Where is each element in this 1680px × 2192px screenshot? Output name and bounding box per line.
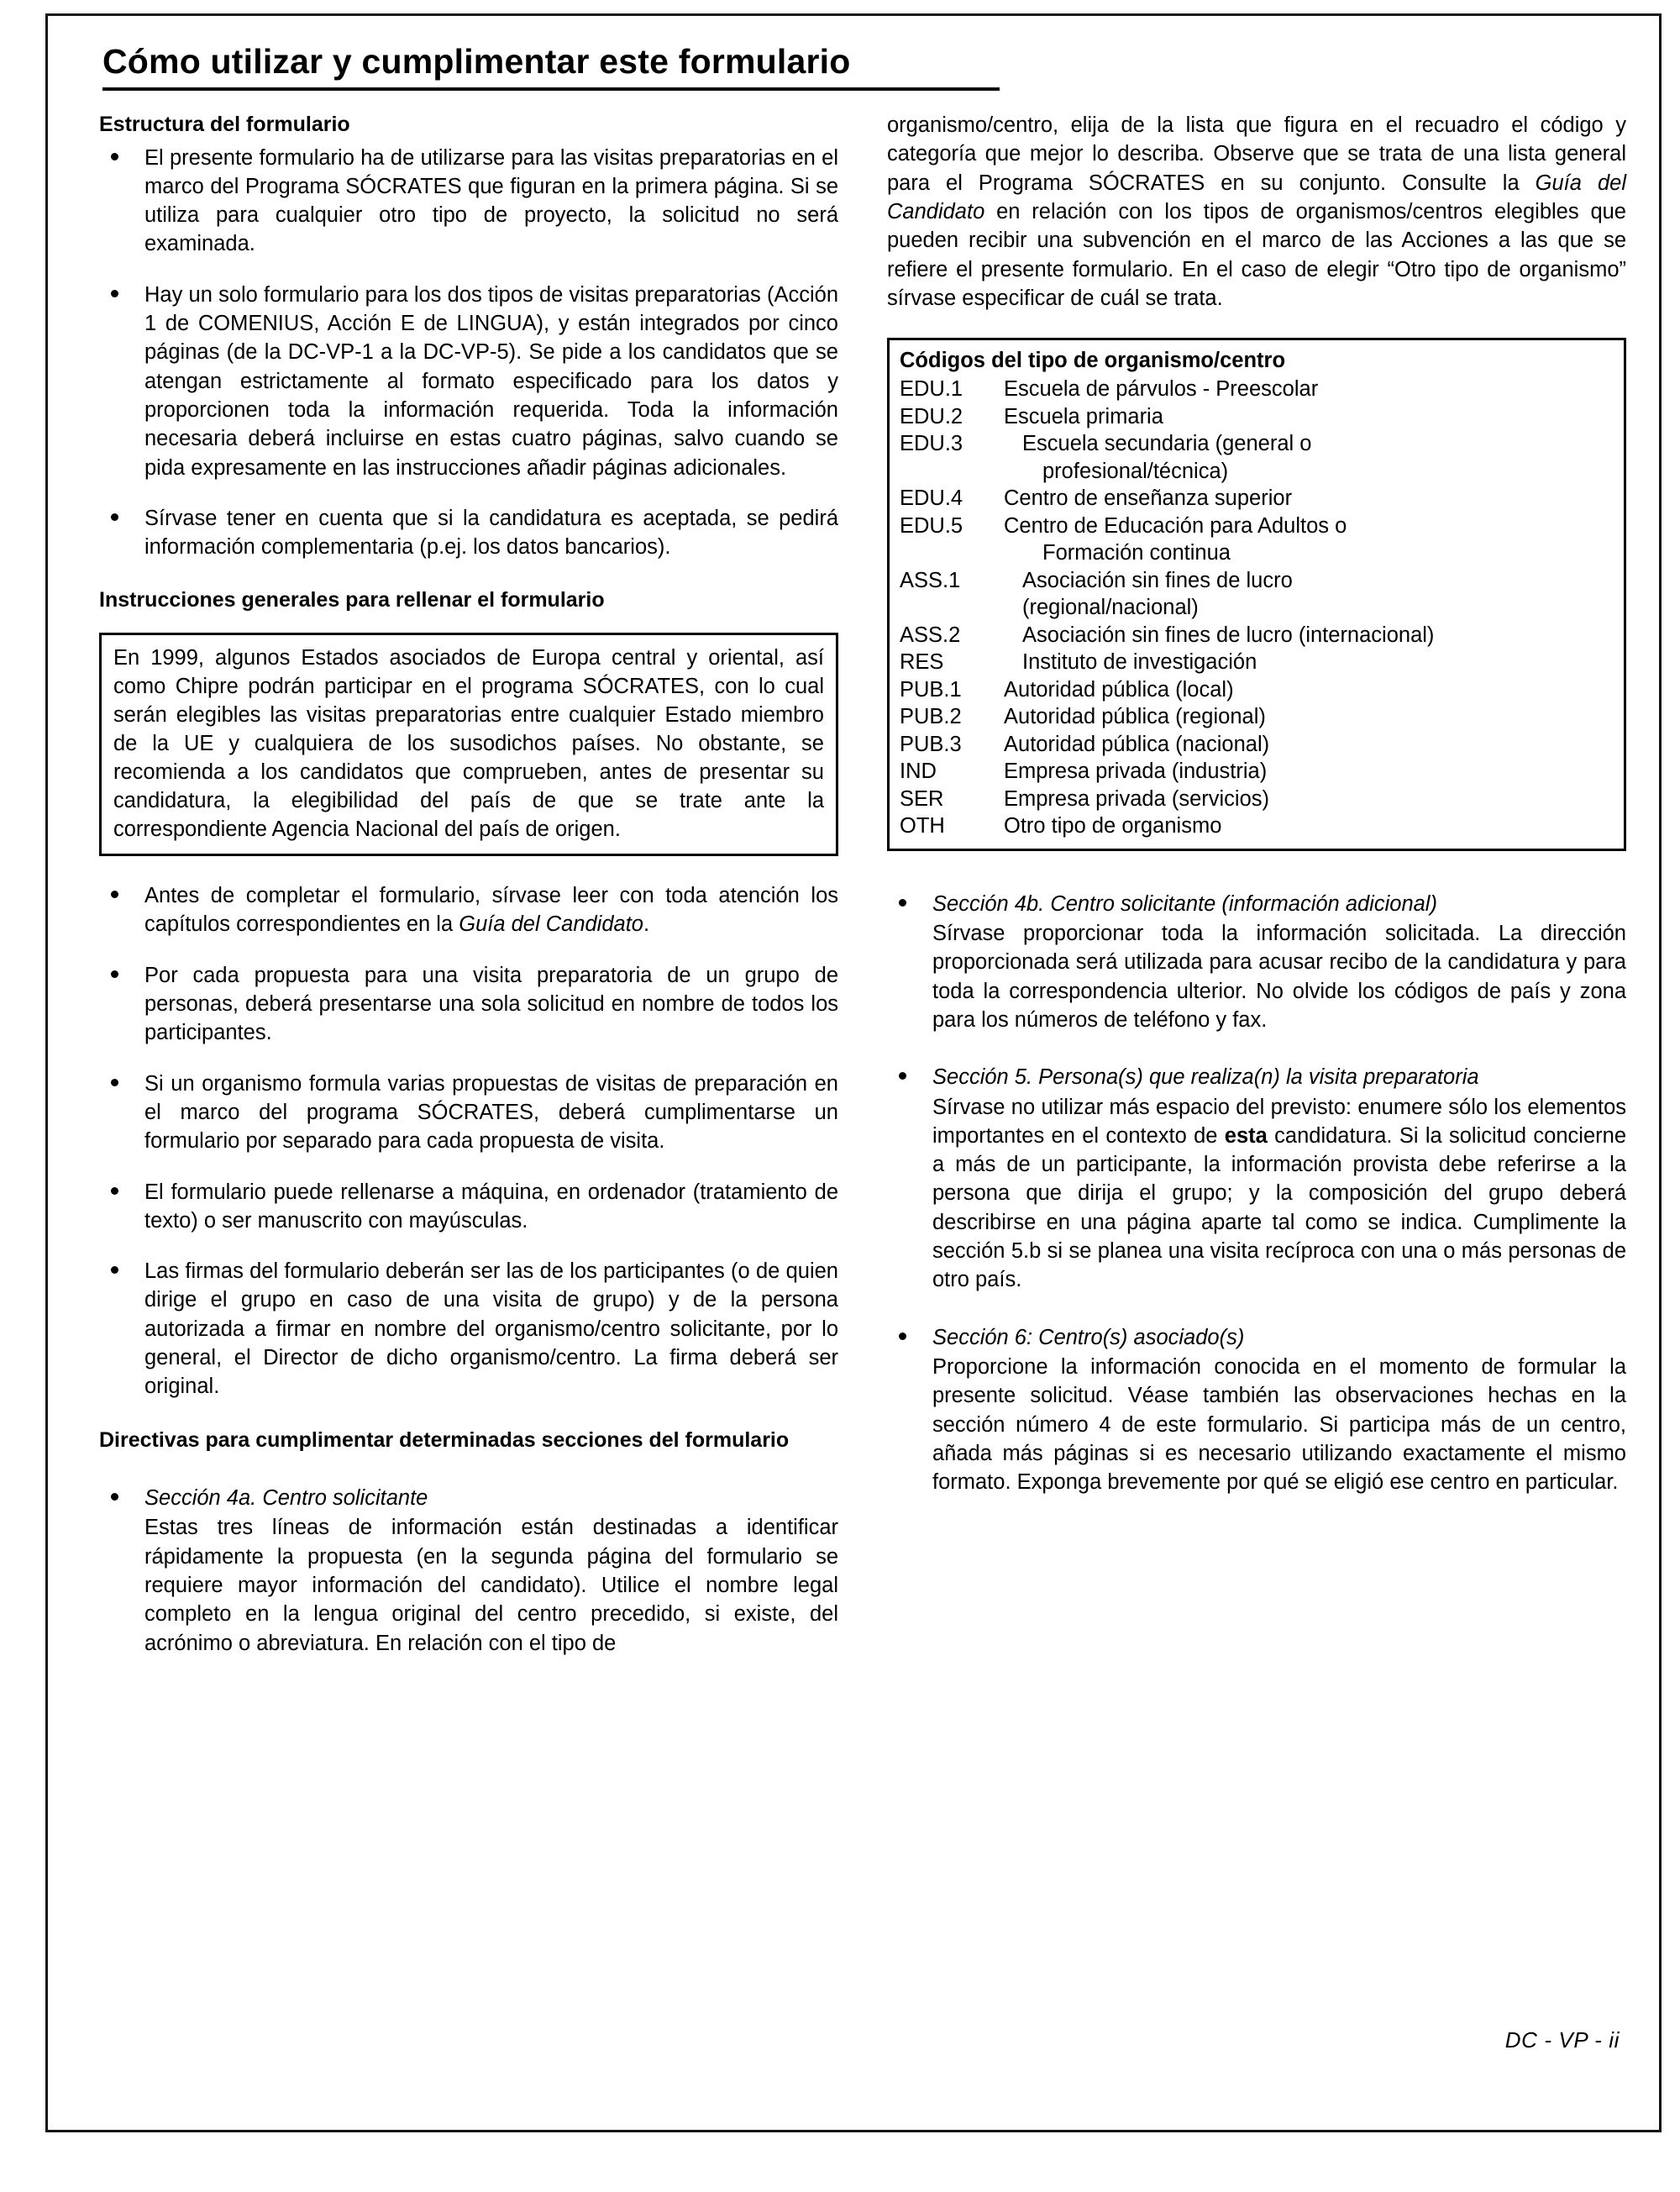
section-4a-body: Estas tres líneas de información están destinadas a identificar rápidamente la propuesta (en la segunda página del formulario se requiere mayor información del candidato). Utilice el nombre legal completo en la lengua original del centro precedido, si existe, del acrónimo o abreviatura. En relación con el tipo de [144,1516,838,1655]
code-value: SER [900,786,944,811]
bullet-dot-icon [111,970,118,978]
note-box [99,633,838,856]
note-box-text: En 1999, algunos Estados asociados de Europa central y oriental, así como Chipre podrán participar en el programa SÓCRATES, con lo cual serán elegibles las visitas preparatorias entre cualquier Estado miembro de la UE y cualquiera de los susodichos países. No obstante, se recomienda a los candidatos que comprueben, antes de presentar su candidatura, la elegibilidad del país de que se trate ante la correspondiente Agencia Nacional del país de origen. [113,645,824,842]
bullet-text: El formulario puede rellenarse a máquina, en ordenador (tratamiento de texto) o ser manuscrito con mayúsculas. [144,1180,838,1233]
bullet-text [144,884,838,936]
bullet-dot-icon [111,1187,118,1195]
table-row-continuation [900,539,1614,567]
list-item [887,1323,1626,1497]
table-row-continuation [900,594,1614,622]
table-row [900,376,1614,403]
code-value [900,594,1004,622]
code-value: RES [900,650,944,675]
table-row [900,649,1614,676]
section-5-body-part1: Sírvase no utilizar más espacio del previsto: enumere sólo los elementos importantes en el contexto de [932,1095,1626,1148]
code-label: Autoridad pública (regional) [1004,705,1266,729]
code-label: Asociación sin fines de lucro (internacional) [1022,623,1435,647]
bullet-text: Las firmas del formulario deberán ser las de los participantes (o de quien dirige el grupo en caso de una visita de grupo) y de la persona autorizada a firmar en nombre del organismo/centro solicitante, por lo general, el Director de dicho organismo/centro. La firma deberá ser original. [144,1259,838,1399]
right-sections-bullet-list [887,890,1626,1497]
code-value [900,539,1004,567]
code-label: Asociación sin fines de lucro [1022,568,1293,592]
heading-directivas-para-cumplimentar: Directivas para cumplimentar determinadas secciones del formulario [99,1427,790,1452]
intro-paragraph-continuation [887,111,1626,313]
codes-table [900,376,1614,840]
code-value: OTH [900,814,945,838]
section-6-title: Sección 6: Centro(s) asociado(s) [932,1325,1245,1349]
section-4b-body: Sírvase proporcionar toda la información solicitada. La dirección proporcionada será utilizada para acusar recibo de la candidatura y para toda la correspondencia ulterior. No olvide los códigos de país y zona para los números de teléfono y fax. [932,922,1626,1032]
code-value: IND [900,760,937,784]
guia-del-candidato-reference: Guía del Candidato [887,171,1626,223]
table-row [900,513,1614,540]
section-5-title: Sección 5. Persona(s) que realiza(n) la visita preparatoria [932,1065,1479,1090]
codes-box-title: Códigos del tipo de organismo/centro [900,349,1286,373]
table-row [900,703,1614,731]
list-item [99,1070,838,1156]
code-value: EDU.5 [900,513,963,538]
bullet-dot-icon [111,153,118,160]
list-item [99,881,838,939]
code-label: Centro de Educación para Adultos o [1004,513,1347,538]
list-item [887,1063,1626,1294]
code-label: Empresa privada (industria) [1004,760,1268,784]
bullet-text-tail: . [643,912,650,937]
code-label: profesional/técnica) [1042,459,1229,483]
heading-instrucciones-generales: Instrucciones generales para rellenar el formulario [99,588,605,612]
bullet-dot-icon [899,1333,906,1340]
page-footer: DC - VP - ii [1504,2027,1620,2053]
code-label: (regional/nacional) [1022,596,1199,620]
bullet-dot-icon [111,1493,118,1501]
bullet-dot-icon [111,513,118,521]
section-5-emphasis: esta [1224,1123,1268,1148]
section-5-body [932,1093,1626,1295]
bullet-text: Por cada propuesta para una visita preparatoria de un grupo de personas, deberá presentarse una sola solicitud en nombre de todos los participantes. [144,963,838,1045]
code-label: Escuela de párvulos - Preescolar [1004,377,1319,402]
bullet-text: Sírvase tener en cuenta que si la candidatura es aceptada, se pedirá información complementaria (p.ej. los datos bancarios). [144,506,838,560]
bullet-dot-icon [111,290,118,297]
table-row [900,622,1614,649]
code-value: PUB.1 [900,677,962,702]
code-label: Instituto de investigación [1022,650,1257,675]
list-item [99,1178,838,1236]
right-column [887,111,1626,1686]
table-row [900,403,1614,431]
bullet-dot-icon [111,1266,118,1274]
section-4b-title: Sección 4b. Centro solicitante (información adicional) [932,891,1437,916]
page-title: Cómo utilizar y cumplimentar este formulario [102,44,1000,91]
organisation-codes-box [887,338,1626,851]
bullet-dot-icon [111,891,118,898]
code-value: PUB.3 [900,732,962,756]
bullet-dot-icon [899,1072,906,1080]
bullet-dot-icon [899,899,906,907]
list-item [99,281,838,482]
intro-part1: organismo/centro, elija de la lista que figura en el recuadro el código y categoría que mejor lo describa. Observe que se trata de una lista general para el Programa SÓCRATES en su conjunto. Consulte la [887,113,1626,195]
directives-bullet-list [99,1484,838,1658]
code-label: Centro de enseñanza superior [1004,486,1293,511]
bullet-text: Si un organismo formula varias propuestas de visitas de preparación en el marco del programa SÓCRATES, deberá cumplimentarse un formulario por separado para cada propuesta de visita. [144,1071,838,1154]
section-6-body: Proporcione la información conocida en el momento de formular la presente solicitud. Véase también las observaciones hechas en la sección número 4 de este formulario. Si participa más de un centro, añada más páginas si es necesario utilizando exactamente el mismo formato. Exponga brevemente por qué se eligió ese centro en particular. [932,1354,1626,1495]
bullet-text-lead: Antes de completar el formulario, sírvase leer con toda atención los capítulos correspondientes en la [144,884,838,937]
section-4a-title: Sección 4a. Centro solicitante [144,1486,428,1511]
bullet-text: Hay un solo formulario para los dos tipos de visitas preparatorias (Acción 1 de COMENIUS, Acción E de LINGUA), y están integrados por cinco páginas (de la DC-VP-1 a la DC-VP-5). Se pide a los candidatos que se atengan estrictamente al formato especificado para los datos y proporcionen toda la información requerida. Toda la información necesaria deberá incluirse en estas cuatro páginas, salvo cuando se pida expresamente en las instrucciones añadir páginas adicionales. [144,282,838,480]
code-label: Escuela secundaria (general o [1022,432,1312,456]
code-label: Empresa privada (servicios) [1004,786,1270,811]
list-item [887,890,1626,1034]
code-value: ASS.2 [900,623,961,647]
list-item [99,504,838,562]
table-row-continuation [900,458,1614,486]
table-row [900,786,1614,813]
list-item [99,1257,838,1401]
code-label: Autoridad pública (nacional) [1004,732,1270,756]
table-row [900,731,1614,759]
list-item [99,144,838,259]
table-row [900,430,1614,458]
code-label: Autoridad pública (local) [1004,677,1234,702]
intro-part2: en relación con los tipos de organismos/centros elegibles que pueden recibir una subvención en el marco de las Acciones a las que se refiere el presente formulario. En el caso de elegir “Otro tipo de organismo” sírvase especificar de cuál se trata. [887,199,1626,310]
general-instructions-bullet-list [99,881,838,1401]
table-row [900,812,1614,840]
code-value: PUB.2 [900,705,962,729]
guia-del-candidato-reference: Guía del Candidato [459,912,643,937]
list-item [99,1484,838,1658]
structure-bullet-list [99,144,838,562]
table-row [900,676,1614,704]
section-5-body-part2: candidatura. Si la solicitud concierne a más de un participante, la información provista debe referirse a la persona que dirija el grupo; y la composición del grupo deberá describirse en una página aparte tal como se indica. Cumplimente la sección 5.b si se planea una visita recíproca con una o más personas de otro país. [932,1123,1626,1292]
list-item [99,961,838,1048]
page-content [99,44,1636,2111]
code-value: EDU.1 [900,377,963,402]
column-gutter [838,111,887,1686]
code-label: Escuela primaria [1004,404,1163,428]
table-row [900,567,1614,595]
bullet-dot-icon [111,1079,118,1086]
heading-estructura-del-formulario: Estructura del formulario [99,113,350,137]
table-row [900,485,1614,513]
code-label: Otro tipo de organismo [1004,814,1222,838]
code-label: Formación continua [1042,541,1231,565]
code-value: ASS.1 [900,568,961,592]
table-row [900,758,1614,786]
code-value: EDU.4 [900,486,963,511]
code-value: EDU.3 [900,432,963,456]
bullet-text: El presente formulario ha de utilizarse para las visitas preparatorias en el marco del Programa SÓCRATES que figuran en la primera página. Si se utiliza para cualquier otro tipo de proyecto, la solicitud no será examinada. [144,145,838,256]
two-column-body [99,111,1636,1686]
left-column [99,111,838,1686]
code-value: EDU.2 [900,404,963,428]
code-value [900,458,1004,486]
